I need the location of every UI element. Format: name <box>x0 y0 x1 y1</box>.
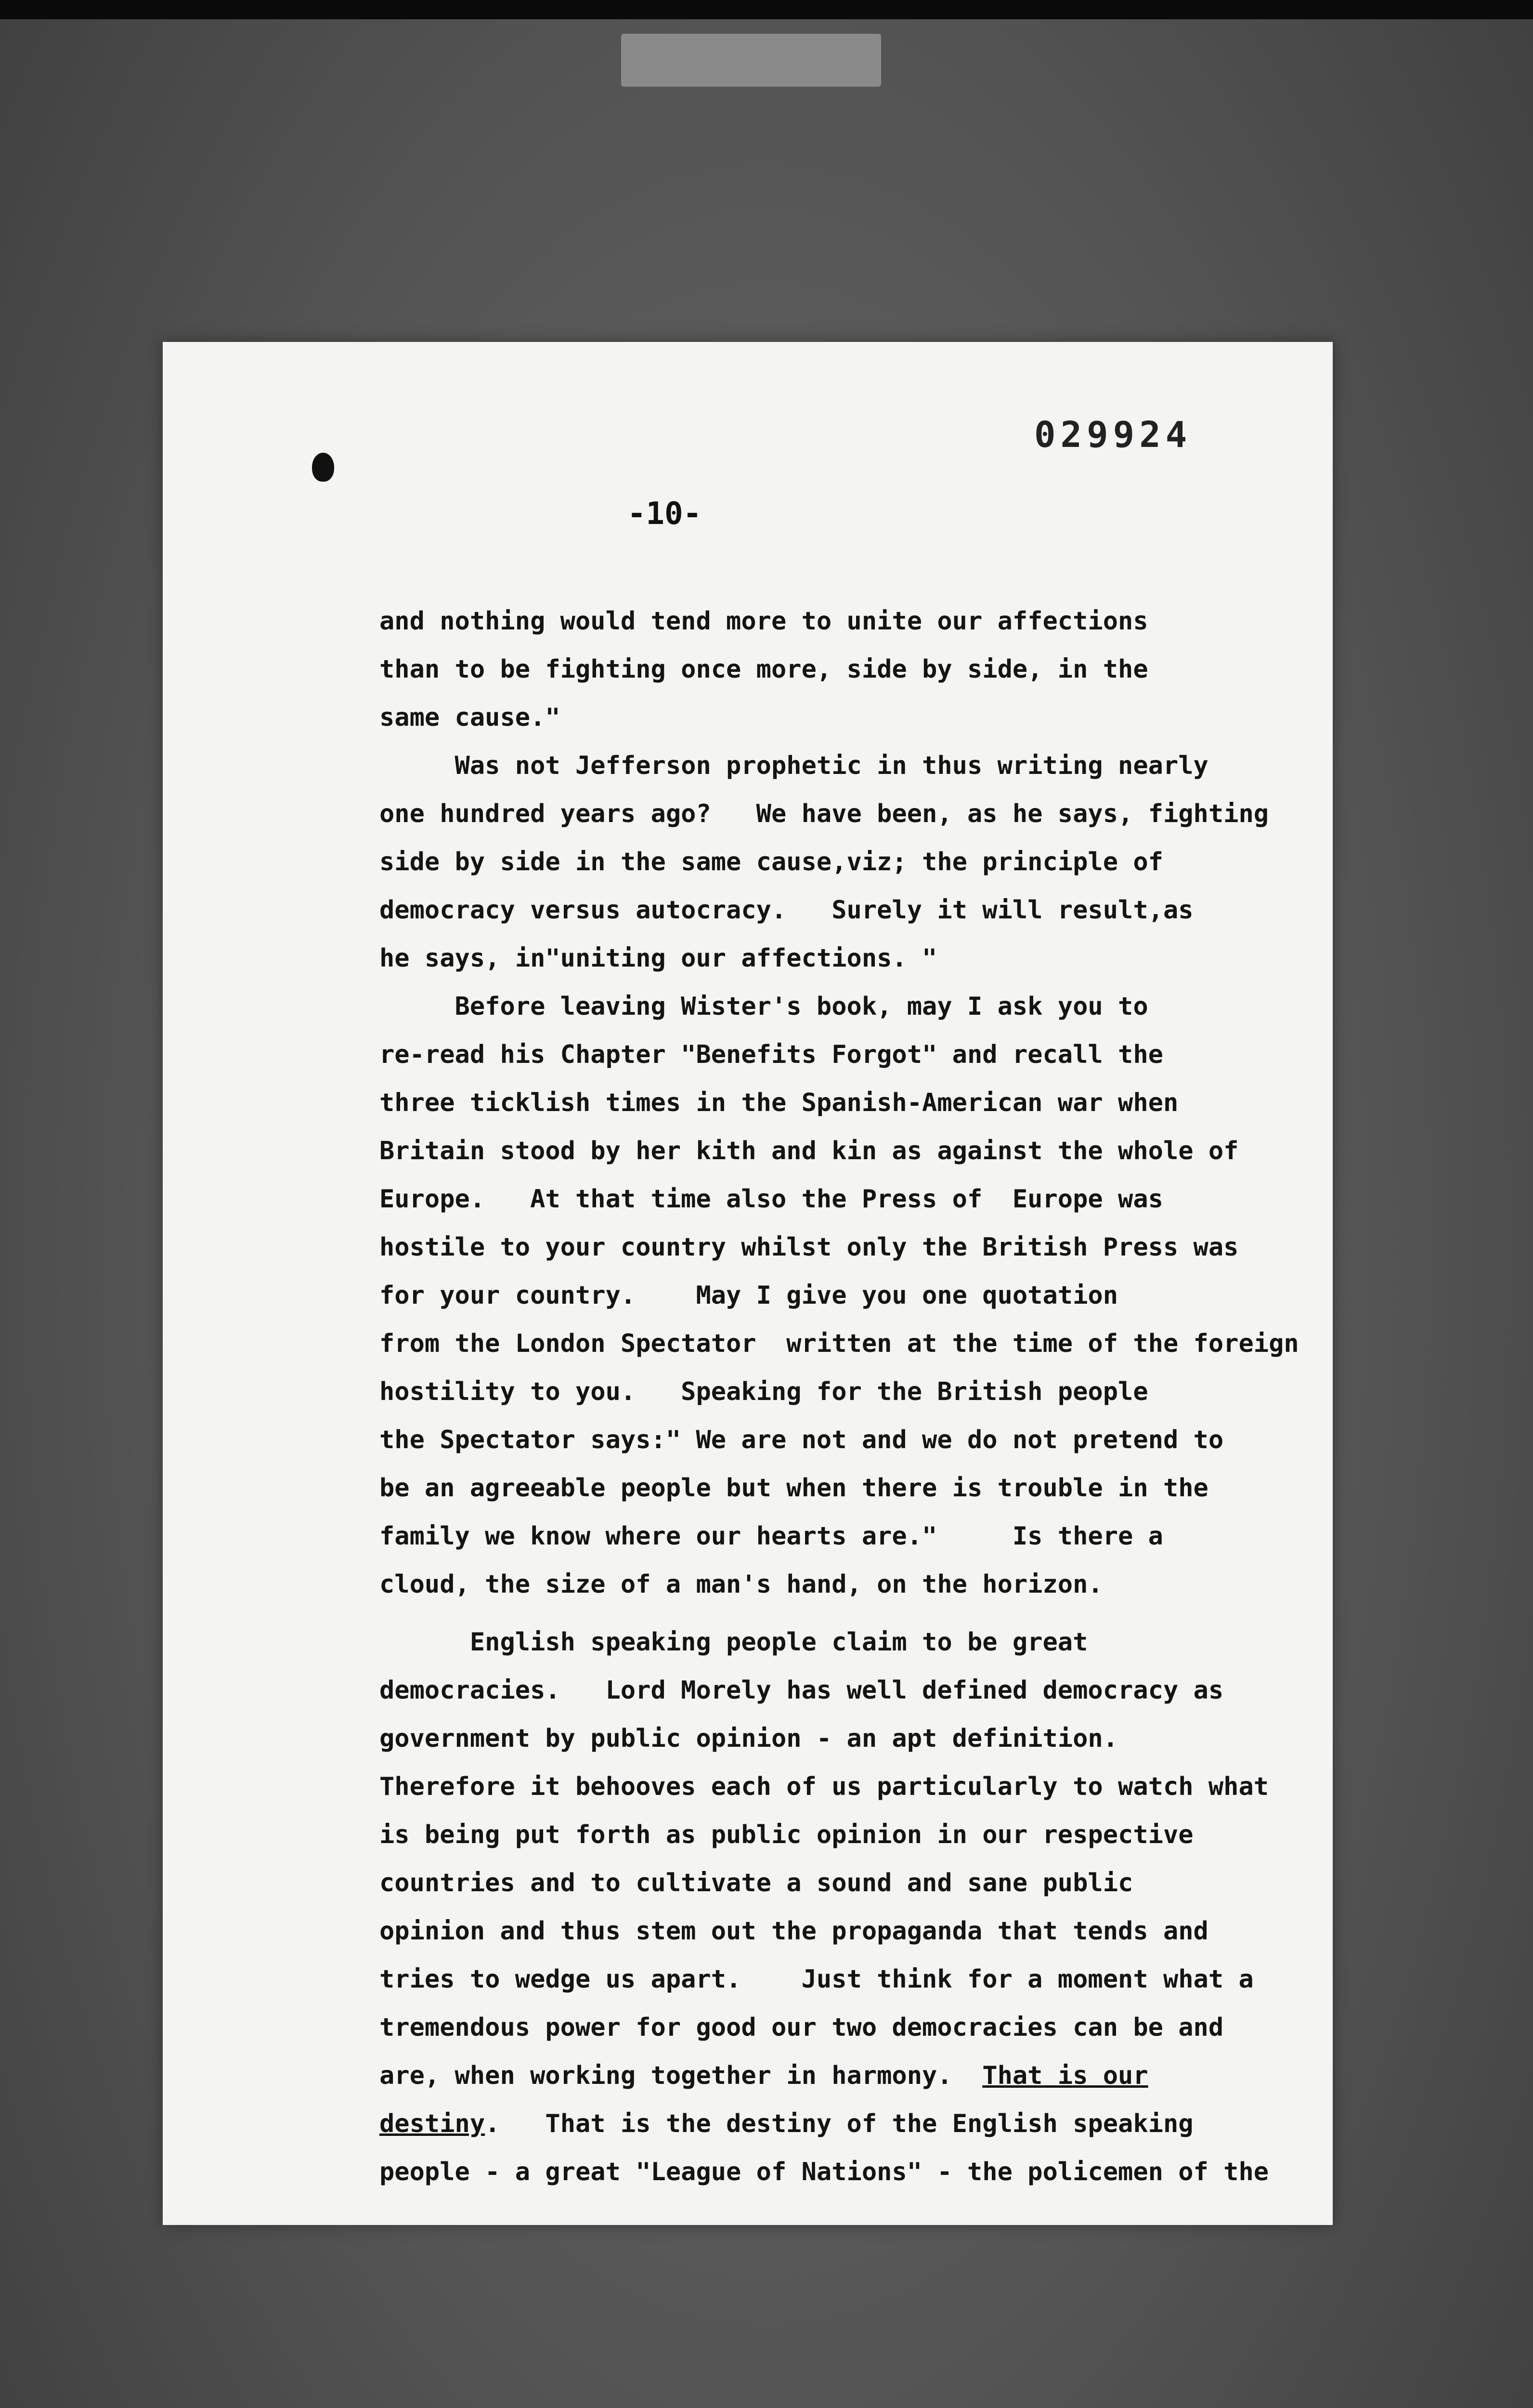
text-line: Was not Jefferson prophetic in thus writing nearly <box>379 751 1208 780</box>
text-line: the Spectator says:" We are not and we do not pretend to <box>379 1426 1224 1454</box>
text-line: Therefore it behooves each of us particularly to watch what <box>379 1772 1269 1801</box>
text-line: same cause." <box>379 703 560 732</box>
underlined-text: That is our <box>982 2061 1148 2090</box>
body-text <box>379 597 1304 2196</box>
mounting-board <box>0 19 1533 2408</box>
text-line: side by side in the same cause,viz; the principle of <box>379 848 1163 877</box>
paragraph-2 <box>379 742 1304 982</box>
text-line: than to be fighting once more, side by side, in the <box>379 655 1148 684</box>
text-line: he says, in"uniting our affections. " <box>379 944 937 973</box>
text-line: for your country. May I give you one quotation <box>379 1281 1118 1310</box>
text-line: one hundred years ago? We have been, as he says, fighting <box>379 799 1269 828</box>
text-line: opinion and thus stem out the propaganda that tends and <box>379 1917 1208 1946</box>
text-line-with-underline <box>379 2052 1304 2100</box>
text-line: people - a great "League of Nations" - the policemen of the <box>379 2158 1269 2186</box>
text-line: English speaking people claim to be great <box>379 1628 1088 1657</box>
text-line: democracy versus autocracy. Surely it will result,as <box>379 896 1194 925</box>
text-line: hostility to you. Speaking for the British people <box>379 1377 1148 1406</box>
text-line: hostile to your country whilst only the British Press was <box>379 1233 1239 1262</box>
text-line: from the London Spectator written at the time of the foreign <box>379 1329 1299 1358</box>
paragraph-3 <box>379 982 1304 1609</box>
document-page <box>163 342 1333 2225</box>
text-line: government by public opinion - an apt definition. <box>379 1724 1118 1753</box>
text-line: tries to wedge us apart. Just think for a moment what a <box>379 1965 1254 1994</box>
text-segment: . That is the destiny of the English speaking <box>485 2109 1194 2138</box>
text-line: be an agreeable people but when there is trouble in the <box>379 1474 1208 1503</box>
text-line: Europe. At that time also the Press of Europe was <box>379 1185 1163 1214</box>
text-line: is being put forth as public opinion in our respective <box>379 1820 1194 1849</box>
text-line: countries and to cultivate a sound and sane public <box>379 1869 1133 1898</box>
paragraph-4 <box>379 1618 1304 2196</box>
text-line: Britain stood by her kith and kin as against the whole of <box>379 1137 1239 1165</box>
page-number: -10- <box>627 496 702 532</box>
text-line: re-read his Chapter "Benefits Forgot" and recall the <box>379 1040 1163 1069</box>
text-line-with-underline <box>379 2100 1304 2148</box>
text-line: three ticklish times in the Spanish-American war when <box>379 1088 1179 1117</box>
text-line: cloud, the size of a man's hand, on the horizon. <box>379 1570 1103 1599</box>
underlined-text: destiny <box>379 2109 485 2138</box>
text-line: democracies. Lord Morely has well defined democracy as <box>379 1676 1224 1705</box>
punch-hole <box>312 453 334 482</box>
top-tape-strip <box>621 34 881 87</box>
text-segment: are, when working together in harmony. <box>379 2061 983 2090</box>
page-code: 029924 <box>1034 414 1192 456</box>
text-line: Before leaving Wister's book, may I ask you to <box>379 992 1148 1021</box>
text-line: tremendous power for good our two democracies can be and <box>379 2013 1224 2042</box>
text-line: and nothing would tend more to unite our affections <box>379 607 1148 636</box>
paragraph-1 <box>379 597 1304 742</box>
text-line: family we know where our hearts are." Is there a <box>379 1522 1163 1551</box>
